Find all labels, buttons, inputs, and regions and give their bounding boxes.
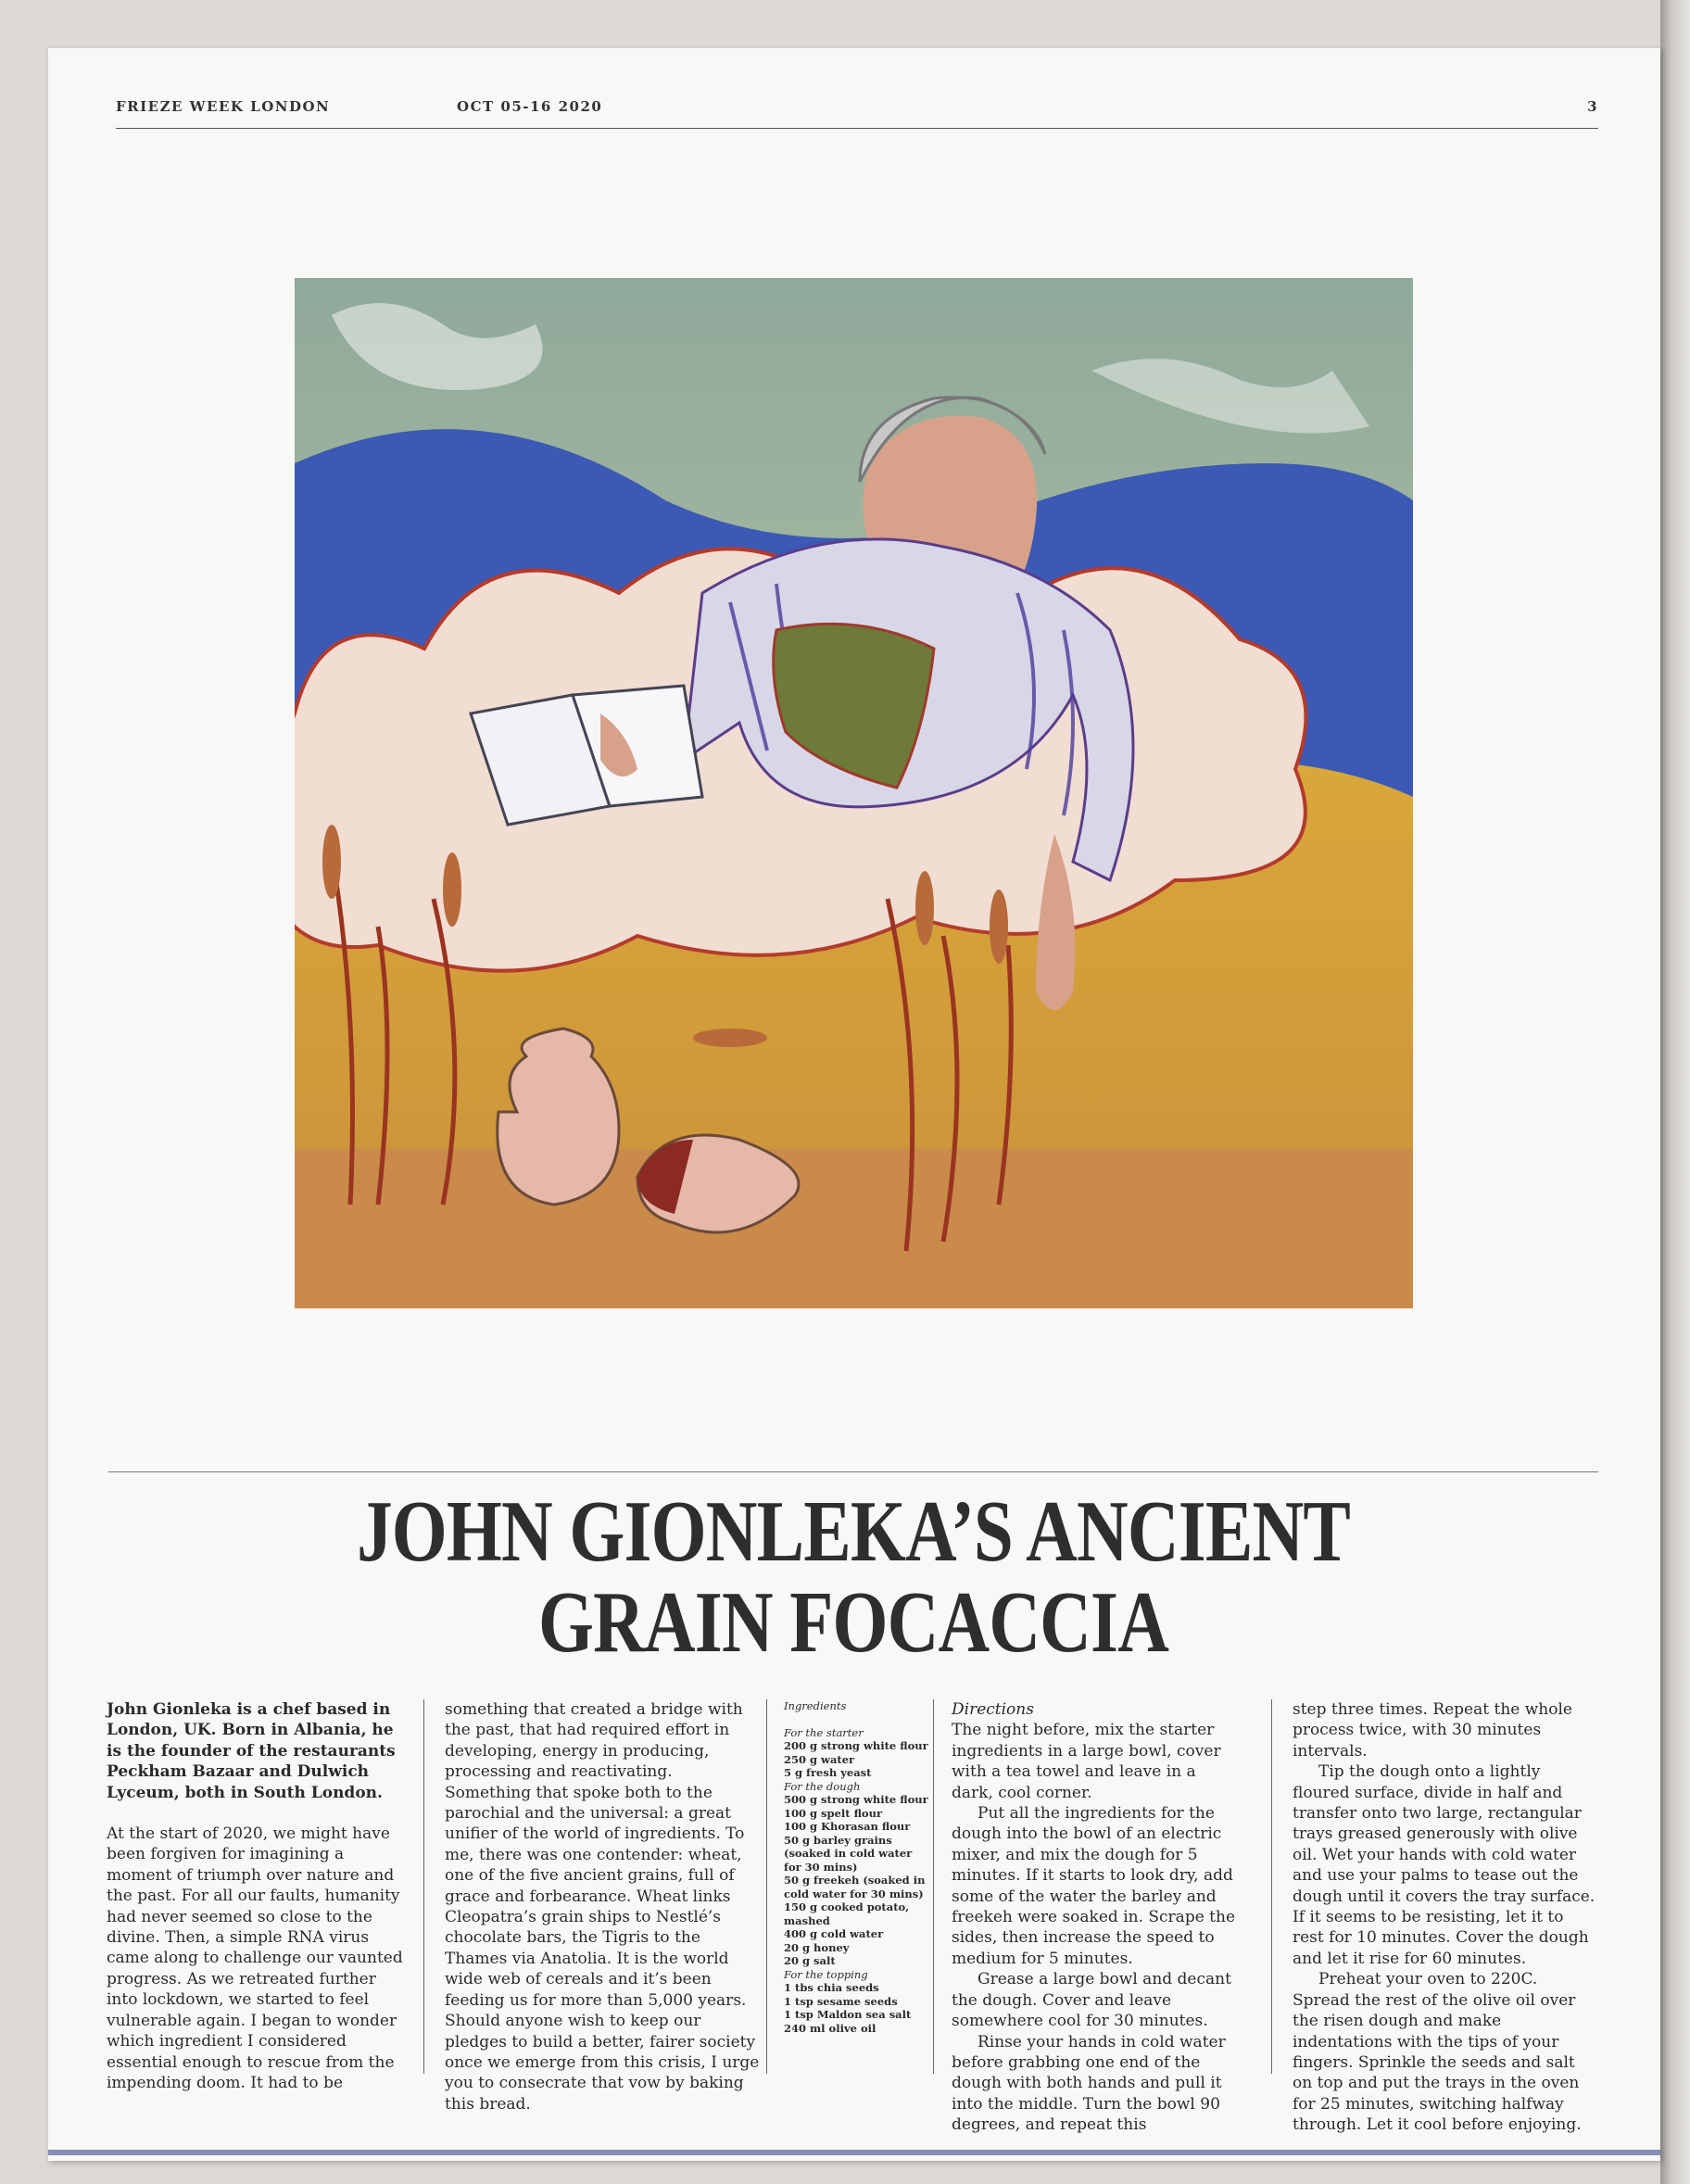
column-divider	[766, 1699, 767, 2074]
illustration-chef-wheat-field-icon	[295, 278, 1413, 1308]
directions-p1: The night before, mix the starter ingredients in a large bowl, cover with a tea towel and leave in a dark, cool corner.	[952, 1721, 1221, 1802]
ingredient-item: 500 g strong white flour	[784, 1793, 928, 1806]
directions-p5: step three times. Repeat the whole process twice, with 30 minutes intervals.	[1293, 1700, 1572, 1761]
ingredient-item: 100 g spelt flour	[784, 1806, 883, 1820]
column-1	[107, 1699, 403, 2093]
ingredients-heading: Ingredients	[784, 1699, 847, 1712]
article-title	[243, 1483, 1465, 1671]
column-4	[952, 1699, 1239, 2136]
column-5	[1293, 1699, 1598, 2136]
title-rule	[108, 1471, 1598, 1472]
ingredient-item: 50 g barley grains (soaked in cold water for 30 mins)	[784, 1833, 913, 1874]
ingredient-item: 20 g honey	[784, 1940, 850, 1954]
magazine-page-edge	[1660, 0, 1690, 2184]
directions-p6: Tip the dough onto a lightly floured surface, divide in half and transfer onto two large, rectangular trays greased generously with olive oil. Wet your hands with cold water and use your palms to tease out the dough until it covers the tray surface. If it seems to be resisting, let it to rest for 10 minutes. Cover the dough and let it rise for 60 minutes.	[1293, 1762, 1595, 1968]
article-title-line1: JOHN GIONLEKA’S ANCIENT	[357, 1483, 1350, 1580]
ingredient-item: 240 ml olive oil	[784, 2021, 877, 2035]
page-bottom-edge	[48, 2150, 1660, 2155]
topping-heading: For the topping	[784, 1967, 868, 1981]
ingredient-item: 5 g fresh yeast	[784, 1766, 872, 1779]
ingredient-item: 20 g salt	[784, 1954, 836, 1967]
magazine-page	[48, 48, 1660, 2161]
column-divider	[1271, 1699, 1272, 2074]
starter-list	[784, 1739, 932, 1780]
ingredients-box	[784, 1699, 932, 2035]
ingredient-item: 1 tsp Maldon sea salt	[784, 2008, 912, 2021]
article-body-2: something that created a bridge with the past, that had required effort in developing, energy in producing, processing and reactivating. Something that spoke both to the parochial and the universal: a great unifier of the world of ingredients. To me, there was one contender: wheat, one of the five ancient grains, full of grace and forbearance. Wheat links Cleopatra’s grain ships to Nestlé’s chocolate bars, the Tigris to the Thames via Anatolia. It is the world wide web of cereals and it’s been feeding us for more than 5,000 years. Should anyone wish to keep our pledges to build a better, fairer society once we emerge from this crisis, I urge you to consecrate that vow by baking this bread.	[445, 1700, 760, 2114]
ingredient-item: 400 g cold water	[784, 1927, 884, 1940]
column-divider	[423, 1699, 424, 2074]
directions-heading: Directions	[952, 1700, 1034, 1719]
ingredient-item: 1 tsp sesame seeds	[784, 1994, 898, 2008]
page-header	[116, 91, 1598, 129]
ingredient-item: 100 g Khorasan flour	[784, 1820, 911, 1833]
ingredient-item: 250 g water	[784, 1752, 855, 1766]
directions-p7: Preheat your oven to 220C. Spread the rest of the olive oil over the risen dough and make indentations with the tips of your fingers. Sprinkle the seeds and salt on top and put the trays in the oven for 25 minutes, switching halfway through. Let it cool before enjoying.	[1293, 1970, 1582, 2135]
directions-p3: Grease a large bowl and decant the dough. Cover and leave somewhere cool for 30 minutes.	[952, 1970, 1231, 2031]
dough-heading: For the dough	[784, 1779, 861, 1793]
column-2	[445, 1699, 762, 2115]
publication-name: FRIEZE WEEK LONDON	[116, 98, 331, 115]
dough-list	[784, 1793, 932, 1968]
column-divider	[933, 1699, 934, 2074]
starter-heading: For the starter	[784, 1725, 864, 1739]
topping-list	[784, 1981, 932, 2035]
directions-p2: Put all the ingredients for the dough into the bowl of an electric mixer, and mix the dough for 5 minutes. If it starts to look dry, add some of the water the barley and freekeh were soaked in. Scrape the sides, then increase the speed to medium for 5 minutes.	[952, 1804, 1236, 1968]
issue-date: OCT 05-16 2020	[457, 98, 603, 115]
ingredient-item: 200 g strong white flour	[784, 1739, 928, 1752]
ingredient-item: 1 tbs chia seeds	[784, 1981, 879, 1994]
page-number: 3	[1587, 98, 1598, 115]
article-title-line2: GRAIN FOCACCIA	[537, 1574, 1169, 1671]
ingredient-item: 150 g cooked potato, mashed	[784, 1900, 910, 1927]
ingredient-item: 50 g freekeh (soaked in cold water for 30 mins)	[784, 1874, 926, 1900]
directions-p4: Rinse your hands in cold water before grabbing one end of the dough with both hands and pull it into the middle. Turn the bowl 90 degrees, and repeat this	[952, 2032, 1226, 2135]
article-body-1: At the start of 2020, we might have been forgiven for imagining a moment of triumph over nature and the past. For all our faults, humanity had never seemed so close to the divine. Then, a simple RNA virus came along to challenge our vaunted progress. As we retreated further into lockdown, we started to feel vulnerable again. I began to wonder which ingredient I considered essential enough to rescue from the impending doom. It had to be	[107, 1824, 403, 2092]
article-lead: John Gionleka is a chef based in London, UK. Born in Albania, he is the founder of the restaurants Peckham Bazaar and Dulwich Lyceum, both in South London.	[107, 1700, 396, 1802]
